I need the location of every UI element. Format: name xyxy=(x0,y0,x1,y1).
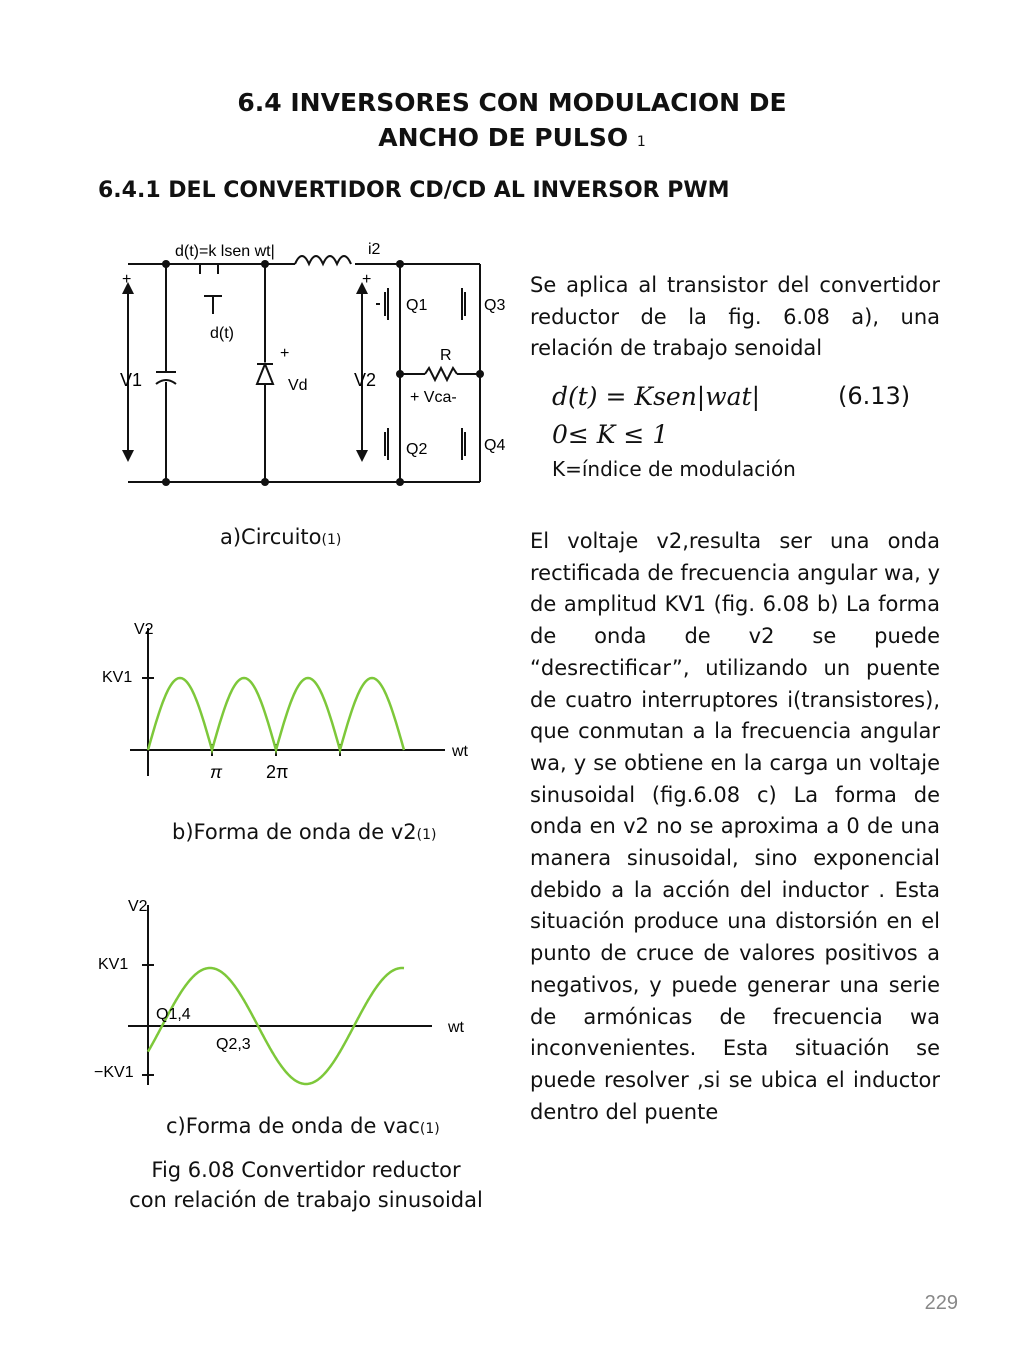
caption-circuit-ref: (1) xyxy=(321,532,342,548)
equation-dt: d(t) = Ksen|wat| xyxy=(552,382,760,411)
caption-plot-c-ref: (1) xyxy=(419,1121,440,1137)
plot-c-ylabel: V2 xyxy=(128,898,148,915)
circuit-q1-label: Q1 xyxy=(406,297,428,314)
plot-b-ylabel: V2 xyxy=(134,621,154,638)
k-definition: K=índice de modulación xyxy=(552,457,796,481)
equation-range: 0≤ K ≤ 1 xyxy=(552,420,669,449)
figure-caption-line-2: con relación de trabajo sinusoidal xyxy=(129,1188,483,1212)
circuit-diagram xyxy=(100,232,520,502)
caption-plot-c-text: c)Forma de onda de vac xyxy=(166,1114,420,1138)
circuit-switch-label: d(t) xyxy=(210,325,234,342)
circuit-v1-label: V1 xyxy=(120,370,143,390)
body-paragraph: El voltaje v2,resulta ser una onda rectificada de frecuencia angular wa, y de amplitud KV1 (fig. 6.08 b) La forma de onda de v2 se puede “desrectificar”, utilizando un puente de cuatro interruptores i(transistores), que conmutan a la frecuencia angular wa, y se obtiene en la carga un voltaje sinusoidal (fig.6.08 c) La forma de onda en v2 no se aproxima a 0 de una manera sinusoidal, sino exponencial debido a la acción del inductor . Esta situación produce una distorsión en el punto de cruce de valores positivos a negativos, y puede generar una serie de armónicas de frecuencia wa inconvenientes. Esta situación se puede resolver ,si se ubica el inductor dentro del puente xyxy=(530,529,940,1124)
plot-c-xlabel: wt xyxy=(448,1019,464,1036)
circuit-v2-plus: + xyxy=(362,271,372,288)
circuit-q4-label: Q4 xyxy=(484,437,506,454)
title-line-2 xyxy=(0,123,1024,152)
plot-c-kv1: KV1 xyxy=(98,956,129,973)
section-heading: 6.4.1 DEL CONVERTIDOR CD/CD AL INVERSOR PWM xyxy=(98,178,730,203)
plot-rectified-wave xyxy=(100,618,490,783)
plot-sine-wave xyxy=(92,895,492,1090)
circuit-v1-plus: + xyxy=(122,271,132,288)
circuit-r-label: R xyxy=(440,347,452,364)
circuit-vd-plus: + xyxy=(280,345,290,362)
caption-circuit-text: a)Circuito xyxy=(220,525,322,549)
circuit-v2-label: V2 xyxy=(354,370,377,390)
intro-paragraph: Se aplica al transistor del convertidor reductor de la fig. 6.08 a), una relación de trabajo senoidal xyxy=(530,273,940,361)
plot-b-kv1: KV1 xyxy=(102,669,133,686)
equation-number: (6.13) xyxy=(838,382,911,410)
circuit-vd-label: Vd xyxy=(288,377,308,394)
circuit-q2-label: Q2 xyxy=(406,441,428,458)
title-reference: 1 xyxy=(636,134,646,150)
circuit-q3-label: Q3 xyxy=(484,297,506,314)
title-line-1: 6.4 INVERSORES CON MODULACION DE xyxy=(237,88,787,117)
caption-plot-b xyxy=(172,820,436,844)
circuit-dt-function: d(t)=k lsen wt| xyxy=(175,243,275,260)
figure-caption-line-1: Fig 6.08 Convertidor reductor xyxy=(151,1158,461,1182)
plot-c-q14: Q1,4 xyxy=(156,1006,191,1023)
figure-caption xyxy=(118,1158,494,1212)
title-line-2-text: ANCHO DE PULSO xyxy=(378,123,629,152)
caption-circuit xyxy=(220,525,341,549)
caption-plot-b-ref: (1) xyxy=(416,827,437,843)
page-number: 229 xyxy=(924,1292,958,1314)
plot-b-xlabel: wt xyxy=(452,743,468,760)
caption-plot-b-text: b)Forma de onda de v2 xyxy=(172,820,417,844)
plot-b-two-pi: 2π xyxy=(266,762,289,782)
plot-b-pi: π xyxy=(210,762,223,782)
circuit-vca-label: + Vca- xyxy=(410,389,457,406)
circuit-i2-label: i2 xyxy=(368,241,381,258)
plot-c-q23: Q2,3 xyxy=(216,1036,251,1053)
caption-plot-c xyxy=(166,1114,440,1138)
plot-c-neg-kv1: −KV1 xyxy=(94,1064,134,1081)
rectified-wave-curve xyxy=(148,678,404,750)
